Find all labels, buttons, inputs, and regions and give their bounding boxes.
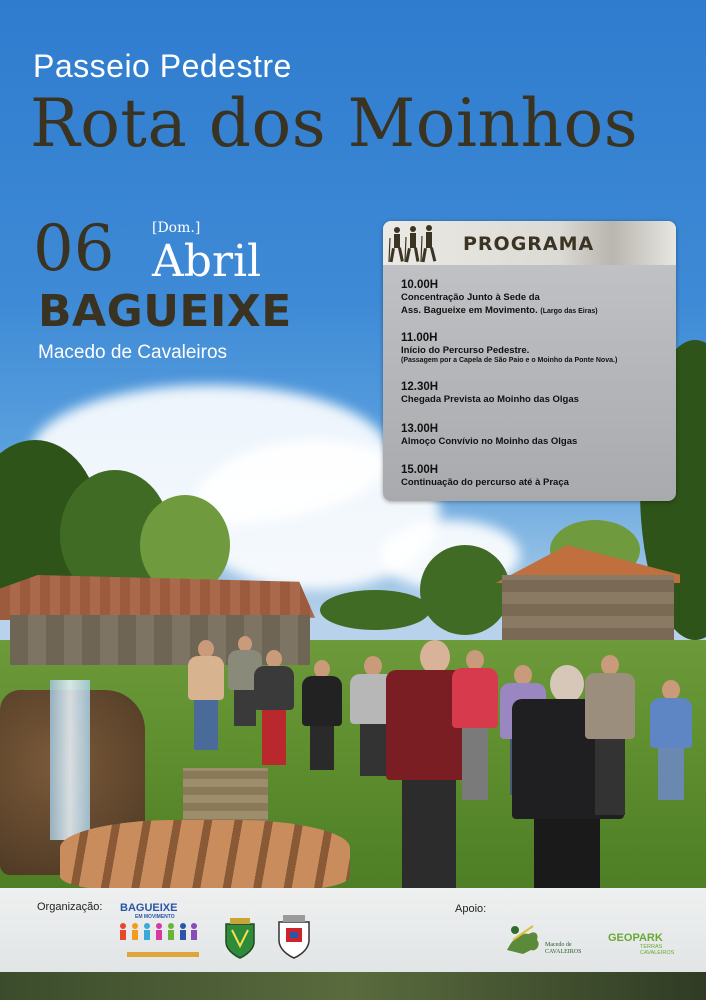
programa-description: Início do Percurso Pedestre. — [401, 345, 530, 356]
programa-description-text: Ass. Bagueixe em Movimento. — [401, 305, 538, 316]
programa-item — [401, 464, 671, 489]
programa-item — [401, 423, 671, 448]
logo-underline — [127, 952, 199, 957]
organizacao-label: Organização: — [37, 901, 103, 913]
hiker — [452, 650, 498, 800]
programa-note: (Largo das Eiras) — [540, 308, 598, 315]
hiker — [302, 660, 342, 770]
event-town: Macedo de Cavaleiros — [38, 342, 228, 363]
tiled-roof — [0, 575, 315, 620]
footer-bar — [0, 888, 706, 972]
event-village: BAGUEIXE — [38, 286, 292, 337]
geopark-logo-line3: CAVALEIROS — [640, 950, 675, 956]
knight-horse-icon — [503, 920, 547, 960]
geopark-logo-name: GEOPARK — [608, 932, 663, 944]
hiker — [254, 650, 294, 765]
programa-header — [383, 221, 676, 265]
hiker — [650, 680, 692, 800]
programa-note: (Passagem por a Capela de São Paio e o Moinho da Ponte Nova.) — [401, 357, 618, 364]
apoio-label: Apoio: — [455, 903, 487, 915]
macedo-logo-text — [545, 942, 581, 956]
hiker — [585, 655, 635, 815]
stone-mill-right — [492, 545, 680, 640]
event-weekday: [Dom.] — [152, 220, 201, 236]
programa-item — [401, 279, 671, 318]
waterfall — [50, 680, 90, 840]
programa-time: 15.00H — [401, 464, 439, 476]
macedo-logo-line2: CAVALEIROS — [545, 949, 582, 955]
water-wheel — [60, 820, 350, 890]
geopark-logo-line2: TERRAS — [640, 944, 663, 950]
programa-item — [401, 381, 671, 406]
programa-description: Continuação do percurso até à Praça — [401, 477, 569, 488]
tree — [320, 590, 430, 630]
programa-time: 10.00H — [401, 279, 439, 291]
footer-strip — [0, 972, 706, 1000]
macedo-logo-line1: Macedo de — [545, 942, 572, 948]
bagueixe-logo-name: BAGUEIXE — [120, 902, 178, 914]
programa-panel — [383, 221, 676, 501]
bagueixe-logo — [117, 902, 202, 962]
parish-crest-icon — [274, 912, 314, 960]
page-title: Rota dos Moinhos — [30, 85, 639, 162]
municipal-crest-icon — [222, 916, 258, 960]
subtitle: Passeio Pedestre — [33, 48, 292, 84]
stone-wall — [502, 575, 674, 640]
programa-time: 12.30H — [401, 381, 439, 393]
programa-item — [401, 332, 671, 364]
hiker — [186, 640, 226, 750]
bagueixe-logo-sub: EM MOVIMENTO — [135, 914, 175, 920]
programa-time: 11.00H — [401, 332, 438, 344]
programa-description: Almoço Convívio no Moinho das Olgas — [401, 436, 578, 447]
event-day: 06 — [33, 212, 115, 286]
programa-time: 13.00H — [401, 423, 439, 435]
macedo-cavaleiros-logo — [503, 920, 583, 960]
event-month: Abril — [152, 236, 262, 287]
programa-description: Chegada Prevista ao Moinho das Olgas — [401, 394, 579, 405]
geopark-logo — [608, 932, 688, 962]
programa-description: Concentração Junto à Sede da — [401, 292, 540, 303]
programa-title: PROGRAMA — [463, 233, 595, 255]
people-icon — [117, 922, 199, 944]
programa-description-line2 — [401, 304, 671, 318]
hikers-icon — [388, 224, 440, 264]
